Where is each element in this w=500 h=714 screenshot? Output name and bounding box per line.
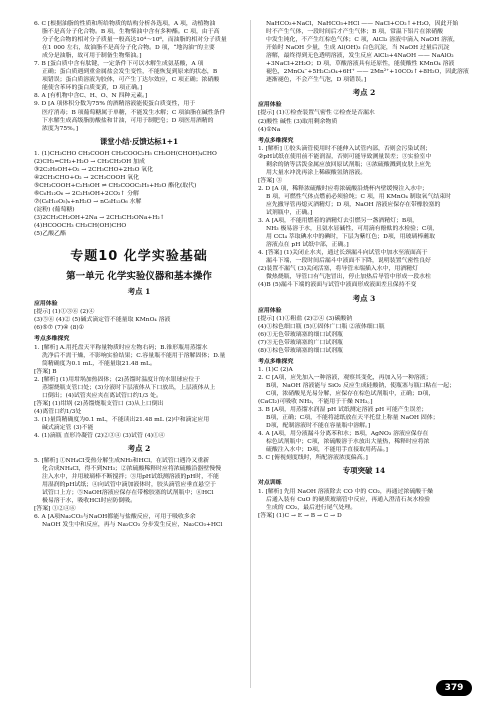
text-line: C项，浓硝酸见光易分解，应保存在棕色试剂瓶中，正确；D项， bbox=[266, 391, 435, 398]
text-line: 生成的 CO₂，最后进行尾气处理。 bbox=[266, 504, 357, 511]
text-line: 用湿润的pH试纸；④向试管中滴加液体时，胶头滴管应垂直悬空于 bbox=[42, 482, 216, 489]
section-heading: 考点 2 bbox=[127, 444, 151, 454]
text-line: 3. A [A项，不能用燃着的酒精灯去引燃另一盏酒精灯；B项， bbox=[258, 218, 418, 225]
text-line: (4)HCOOCH₃ CH₃CH(OH)CHO bbox=[34, 223, 127, 230]
text-line: 8. A [有机物中含C、H、O、N 四种元素。] bbox=[34, 93, 148, 100]
text-line: 4. A [A项，用分液漏斗分离苯和水；B项，AgNO₃ 溶液应保存在 bbox=[258, 431, 429, 438]
text-line: (3)2CH₃CH₂OH+2Na → 2CH₃CH₂ONa+H₂↑ bbox=[34, 215, 165, 222]
text-line: ③2C₂H₅OH+O₂ → 2CH₃CHO+2H₂O 氧化 bbox=[34, 166, 154, 173]
text-line: 考点多维探究 bbox=[34, 335, 70, 343]
text-line: 逐渐褪色，不会产生气泡，D 项错误。] bbox=[266, 77, 367, 84]
text-line: 微热烧瓶，导管口有气泡冒出，停止加热后导管中形成一段水柱 bbox=[266, 274, 431, 281]
text-line: (3)⑤⑥ (4)② (5)碱式滴定管不能量取 KMnO₄ 溶液 bbox=[34, 317, 171, 324]
text-line: 褪色，2MnO₄⁻+5H₂C₂O₄+6H⁺ —— 2Mn²⁺+10CO₂↑+8H₂O，因此溶液 bbox=[266, 69, 469, 76]
text-line: (2)装置不漏气 (3)关闭活塞，将导管末端插入水中，用酒精灯 bbox=[258, 266, 418, 273]
text-line: [提示] (1)①粗盐 (2)②④ (3)碳酸钠 bbox=[258, 315, 353, 322]
text-line: (6)⑤⑦ (7)④ (8)① bbox=[34, 325, 84, 332]
text-line: 成分是油脂，故可用于制备生物柴油。] bbox=[42, 53, 142, 60]
text-line: 棕色试剂瓶中；C项，浓硫酸溶于水放出大量热，稀释时应将浓 bbox=[266, 439, 430, 446]
text-line: 化合成NH₄Cl，得不到NH₃；②浓硫酸稀释时应将浓硫酸沿器壁慢慢 bbox=[42, 466, 221, 473]
text-line: NH₃ 极易溶于水，且氨水显碱性，可用滴有酚酞的水检验；C项， bbox=[266, 226, 439, 233]
text-line: 漏斗下端，一段时间后漏斗中液面不下降，说明装置气密性良好 bbox=[266, 258, 431, 265]
text-line: 1. (1)C (2)A bbox=[258, 366, 293, 373]
text-line: 溶液点在 pH 试纸中部，正确。] bbox=[266, 242, 349, 249]
text-line: (CaCl₂)可吸收 NH₃，不能用于干燥 NH₃。] bbox=[258, 399, 373, 406]
text-line: 口倒出；(4)试管夹应夹在离试管口约1/3 处。 bbox=[42, 392, 162, 399]
text-line: (淀粉) (葡萄糖) bbox=[34, 207, 75, 214]
text-line: 浓度为75%。] bbox=[42, 125, 79, 132]
section-heading: 课堂小结·反馈达标1+1 bbox=[99, 136, 179, 146]
text-line: 在1 000 左右，故油脂不是高分子化合物。D 项，“地沟油”的主要 bbox=[42, 45, 215, 52]
text-line: 硫酸注入水中；D项，不能用手直接取用药品。] bbox=[266, 447, 388, 454]
text-line: 应先撤导管再熄灭酒精灯；D 项，NaOH 溶液应保存在带橡胶塞的 bbox=[266, 201, 441, 208]
text-line: [答案] B bbox=[34, 368, 57, 375]
text-line: 脂不是高分子化合物。B 项，生物柴油中含有多种酯。C 项，由于高 bbox=[42, 29, 220, 36]
text-line: 分子化合物的相对分子质量一般高达10⁴～10⁶，而油脂的相对分子质量 bbox=[42, 37, 227, 44]
page-number: 379 bbox=[436, 680, 472, 696]
text-line: 用大量水冲洗再涂上稀碳酸氢钠溶液。 bbox=[266, 169, 367, 176]
text-line: (4)离管口约1/3处 bbox=[34, 408, 82, 415]
text-line: [答案] ①②④⑥ bbox=[34, 506, 76, 513]
text-line: (4)B (5)漏斗下端的液面与试管中液面形成液面差且保持不变 bbox=[258, 282, 417, 289]
text-line: (4)①Na bbox=[258, 126, 281, 133]
text-line: 9. D [A 项体积分数为75% 的酒精溶液能使蛋白质变性，用于 bbox=[34, 101, 196, 108]
text-line: D项，配制溶液时不能在容量瓶中溶解。] bbox=[266, 423, 371, 430]
section-heading: 考点 1 bbox=[127, 287, 151, 297]
text-line: 5. [解析] ①NH₄Cl受热分解生成NH₃和HCl，在试管口遇冷又重新 bbox=[34, 458, 209, 465]
text-line: NaHCO₃+NaCl，NaHCO₃+HCl —— NaCl+CO₂↑+H₂O，因此开始 bbox=[266, 21, 459, 27]
text-line: 4. [答案] (1)关闭止水夹，通过长颈漏斗向试管中加水至液面高于 bbox=[258, 250, 428, 257]
section-heading: 考点 3 bbox=[352, 293, 376, 303]
text-line: ⑥C₆H₁₂O₆ → 2C₂H₅OH+2CO₂↑ 分解 bbox=[34, 190, 139, 197]
text-line: 应用体验 bbox=[258, 101, 282, 109]
text-line: NaOH 发生中和反应，再与 Na₂CO₃ 分步发生反应，Na₂CO₃+HCl bbox=[42, 522, 223, 529]
text-line: 筒精确度为0.1 mL，不能量取21.48 mL。 bbox=[42, 360, 156, 367]
text-line: 用 CCl₄ 萃取碘水中的碘时，下层为紫红色；D项，用玻璃棒蘸取 bbox=[266, 234, 435, 241]
text-line: 6. C [根据油脂的性质和所给物质的结构分析各选项，A 项，动植物油 bbox=[34, 21, 216, 27]
text-line: 中发生钝化，不产生红棕色气体；C 项，AlCl₃ 溶液中滴入 NaOH 溶液， bbox=[266, 37, 459, 44]
text-line: 2. C [A项，应先加入一种溶液，观察其变化，再加入另一种溶液； bbox=[258, 374, 432, 381]
text-line: [答案] (1)C → E → B → C → D bbox=[258, 512, 342, 519]
text-line: 3. (1)量筒精确度为0.1 mL，不能读出21.48 mL (2)中和滴定应用 bbox=[34, 416, 210, 423]
text-line: 溶解，最终得到无色透明溶液，发生反应 AlCl₃+4NaOH —— NaAlO₂ bbox=[266, 53, 454, 60]
text-line: 时不产生气体，一段时间后才产生气体；B 项，常温下铝片在浓硝酸 bbox=[266, 29, 444, 36]
text-line: 考点多维探究 bbox=[258, 136, 294, 144]
text-line: 4. (1)滴瓶 直形冷凝管 (2)②③④ (3)试管 (4)①④ bbox=[34, 433, 165, 440]
text-line: B项，NaOH 溶液能与 SiO₂ 反应生成硅酸钠，使瓶塞与瓶口粘在一起； bbox=[266, 382, 455, 389]
text-line: 项错误；蛋白质溶液为胶体，可产生丁达尔效应，C 项正确；浓硝酸 bbox=[42, 77, 220, 84]
left-column bbox=[34, 20, 244, 530]
text-line: 5. C [俯视刻度线时，所配溶液浓度偏高。] bbox=[258, 455, 368, 462]
text-line: 3. B [A项，用蒸馏水润湿 pH 试纸测定溶液 pH 可能产生误差； bbox=[258, 407, 428, 414]
chapter-title: 专题10 化学实验基础 bbox=[70, 249, 208, 265]
text-line: 7. B [蛋白质中含有肽键，一定条件下可以水解生成氨基酸，A 项 bbox=[34, 61, 204, 68]
text-line: 极易溶于水，吸收HCl时应防倒吸。 bbox=[42, 498, 136, 505]
text-line: 应用体验 bbox=[34, 300, 58, 308]
text-line: [提示] (1)①检查装置气密性 ②检查是否漏水 bbox=[258, 110, 375, 117]
text-line: ⑦(C₆H₁₀O₅)ₙ+nH₂O → nC₆H₁₂O₆ 水解 bbox=[34, 198, 142, 205]
section-heading: 考点 2 bbox=[352, 88, 376, 98]
text-line: [答案] (1)坩埚 (2)蒸馏烧瓶支管口 (3)从上口倒出 bbox=[34, 400, 164, 407]
text-line: 洗净后不需干燥，不影响实验结果；C.容量瓶不能用于溶解固体；D.量 bbox=[42, 352, 226, 359]
text-line: ⑤CH₃COOH+C₂H₅OH ⇌ CH₃COOC₂H₅+H₂O 酯化(取代) bbox=[34, 182, 197, 189]
text-line: 蒸馏烧瓶支管口处；(3)分液时下层液体从下口放出，上层液体从上 bbox=[42, 384, 216, 391]
text-line: 试管口上方；⑤NaOH溶液应保存在带橡胶塞的试剂瓶中；⑥HCl bbox=[42, 490, 214, 497]
text-line: ②pH试纸在使用前不能润湿，否则可能导致测量误差；③实验室中 bbox=[258, 153, 432, 160]
right-column bbox=[258, 20, 470, 520]
text-line: 后通入装有 CuO 的硬质玻璃管中反应，再通入澄清石灰水检验 bbox=[266, 496, 431, 503]
text-line: B 项，可燃性气体点燃前必须验纯；C 项，用 KMnO₄ 制取氧气结束时 bbox=[266, 193, 452, 200]
text-line: 正确；蛋白质遇到重金属盐会发生变性，不能恢复到原来的状态，B bbox=[42, 69, 218, 76]
text-line: 1. [解析] A.用托盘天平称量物质时应左物右码；B.锥形瓶用蒸馏水 bbox=[34, 344, 208, 351]
text-line: [答案] ③ bbox=[258, 177, 283, 184]
section-heading: 专项突破 14 bbox=[342, 466, 386, 476]
text-line: (8)①棕色带玻璃塞的细口试剂瓶 bbox=[258, 347, 343, 354]
text-line: 下水解生成高级脂肪酸盐和甘油，可用于制肥皂；D 项医用酒精的 bbox=[42, 117, 214, 124]
text-line: [提示] (1)①③⑥ (2)④ bbox=[34, 309, 95, 316]
text-line: B项，正确；C项，不能将滤纸放在天平托盘上称量 NaOH 固体； bbox=[266, 415, 439, 422]
text-line: 1. (1)CH₃CHO CH₃COOH CH₃COOC₂H₅ CH₂OH(CHOH)₄CHO bbox=[34, 150, 217, 157]
text-line: 能使含苯环的蛋白质变黄，D 项正确。] bbox=[42, 85, 143, 92]
text-line: (5)乙酸乙酯 bbox=[34, 231, 66, 238]
text-line: 开始时 NaOH 少量，生成 Al(OH)₃ 白色沉淀，当 NaOH 过量后沉淀 bbox=[266, 45, 450, 52]
unit-title: 第一单元 化学实验仪器和基本操作 bbox=[66, 271, 212, 283]
text-line: (7)③无色带玻璃塞的广口试剂瓶 bbox=[258, 339, 343, 346]
text-line: +3NaCl+2H₂O；D 项，草酸溶液具有还原性，能使酸性 KMnO₄ 溶液 bbox=[266, 61, 455, 68]
text-line: 1. [解析] ①胶头滴管使用时不能伸入试管内部，否则会污染试剂； bbox=[258, 145, 432, 152]
text-line: 2. [解析] (1)用坩埚加热固体；(2)蒸馏时温度计的水银球应位于 bbox=[34, 376, 201, 383]
column-divider bbox=[250, 20, 251, 688]
text-line: (2)CH₂=CH₂+H₂O → CH₃CH₂OH 加成 bbox=[34, 158, 145, 165]
text-line: 6. A [A项Na₂CO₃与NaOH都能与盐酸反应，可用于吸收多余 bbox=[34, 514, 196, 521]
text-line: ④2CH₃CHO+O₂ → 2CH₃COOH 氧化 bbox=[34, 174, 140, 181]
text-line: 剩余的钠等活泼金属应放回原试剂瓶；④浓硫酸溅到皮肤上应先 bbox=[266, 161, 431, 168]
text-line: 2. D [A 项，稀释浓硫酸时应将浓硫酸沿烧杯内壁缓慢注入水中； bbox=[258, 185, 428, 192]
text-line: 碱式滴定管 (3)不能 bbox=[42, 424, 94, 431]
text-line: (6)①无色带玻璃塞的细口试剂瓶 bbox=[258, 331, 343, 338]
text-line: 考点多维探究 bbox=[258, 357, 294, 365]
text-line: 医疗消毒；B 项葡萄糖属于单糖，不能发生水解；C 项油脂在碱性条件 bbox=[42, 109, 226, 116]
text-line: 1. [解析] 先用 NaOH 溶液除去 CO 中的 CO₂，再通过浓硫酸干燥 bbox=[258, 488, 433, 495]
text-line: 注入水中，并用玻璃棒不断搅拌；③用pH试纸测溶液的pH时，不能 bbox=[42, 474, 219, 481]
text-line: 对点训练 bbox=[258, 479, 282, 487]
text-line: (2)酸性 碱性 (3)取用剩余物质 bbox=[258, 118, 338, 125]
text-line: 试剂瓶中，正确。] bbox=[266, 210, 313, 217]
text-line: 应用体验 bbox=[258, 306, 282, 314]
text-line: (4)①棕色细口瓶 (5)①固体广口瓶 ②液体细口瓶 bbox=[258, 323, 385, 330]
